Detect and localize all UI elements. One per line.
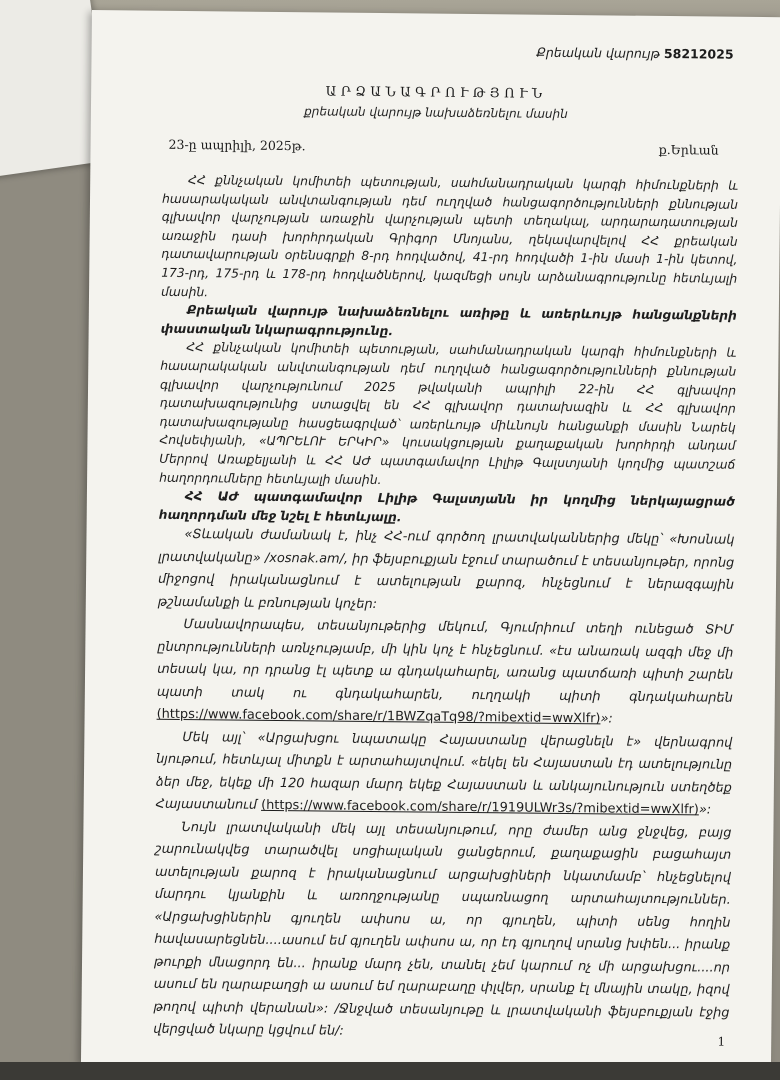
paragraph-heading-report: ՀՀ ԱԺ պատգամավոր Լիլիթ Գալստյանն իր կողմից ներկայացրած հաղորդման մեջ նշել է հետևյալը. [158, 489, 735, 524]
quote-text: Մեկ այլ՝ «Արցախցու նպատակը Հայաստանը վերացնելն է» վերնագրով նյութում, հետևյալ միտքն է արտահայտվում. «եկել են Հայաստան էդ ատելությունը ձեր մեջ, եկեք մի 120 հազար մարդ եկեք Հայաստան և անկայունություն ստեղծեք Հայաստանում [155, 729, 733, 814]
facebook-link-1[interactable]: (https://www.facebook.com/share/r/1BWZqaTq98/?mibextid=wwXlfr) [156, 706, 601, 727]
case-reference [536, 45, 733, 62]
paragraph-quote-second-video [156, 726, 733, 822]
document-page [81, 10, 780, 1071]
document-subtitle: քրեական վարույթ նախաձեռնելու մասին [304, 104, 568, 121]
paragraph-quote-intro: «Տևական ժամանակ է, ինչ ՀՀ-ում գործող լրատվականներից մեկը՝ «Խոսնակ լրատվականը» /xosnak.am/, իր ֆեյսբուքյան էջում տարածում է տեսանյութեր, որոնց միջոցով իրականացնում է ատելության քարոզ, հնչեցնում է ներազգային թշնամանքի և բռնության կոչեր: [157, 527, 735, 612]
document-date: 23-ը ապրիլի, 2025թ. [168, 136, 306, 154]
paragraph-receipt: ՀՀ քննչական կոմիտեի պետության, սահմանադրական կարգի հիմունքների և հասարակական անվտանգության դեմ ուղղված հանցագործությունների քննության գլխավոր վարչությունում 2025 թվականի ապրիլի 22-ին ՀՀ գլխավոր դատախազությունից ստացվել են ՀՀ գլխավոր դատախազին և ՀՀ գլխավոր դատախազությանը հասցեագրված՝ առերևույթ միևնույն հանցանքի մասին Նարեկ Հովսեփյանի, «ԱՊՐԵԼՈՒ ԵՐԿԻՐ» կուսակցության քաղաքական խորհրդի անդամ Մերրով Առաքելյանի և ՀՀ ԱԺ պատգամավոր Լիլիթ Գալստյանի կողմից պատշաճ հաղորդումները հետևյալի մասին. [159, 340, 737, 487]
page-number: 1 [717, 1034, 726, 1049]
quote-text: Մասնավորապես, տեսանյութերից մեկում, Գյումրիում տեղի ունեցած ՏԻՄ ընտրությունների առնչությամբ, մի կին կոչ է հնչեցնում. «էս անառակ ազգի մեջ մի տեսակ կա, որ դրանց էլ պետք ա գնդակահարել, առանց պատճառի պիտի շարեն պատի տակ ու գնդակահարեն, ուղղակի պիտի գնդակահարեն [156, 617, 734, 706]
document-body [153, 171, 738, 1048]
document-title: ԱՐՁԱՆԱԳՐՈՒԹՅՈՒՆ [325, 84, 547, 102]
paragraph-quote-first-video [157, 614, 734, 733]
paragraph-intro: ՀՀ քննչական կոմիտեի պետության, սահմանադրական կարգի հիմունքների և հասարակական անվտանգության դեմ ուղղված հանցագործությունների քննության գլխավոր վարչության առաջին վարչության պետի տեղակալ, արդարադատության առաջին դասի խորհրդական Գրիգոր Մնոյանս, ղեկավարվելով ՀՀ քրեական դատավարության օրենսգրքի 8-րդ հոդվածով, 41-րդ հոդվածի 1-ին մասի 1-ին կետով, 173-րդ, 175-րդ և 178-րդ հոդվածներով, կազմեցի սույն արձանագրությունը հետևյալի մասին. [160, 173, 739, 299]
quote-end: »: [698, 802, 712, 818]
quote-end: »: [600, 711, 613, 727]
facebook-link-2[interactable]: (https://www.facebook.com/share/r/1919ULWr3s/?mibextid=wwXlfr) [261, 798, 699, 818]
paragraph-heading-grounds: Քրեական վարույթ նախաձեռնելու առիթը և առերևույթ հանցանքների փաստական նկարագրությունը. [160, 303, 737, 338]
bottom-edge [0, 1062, 780, 1080]
case-number: 58212025 [663, 45, 734, 62]
document-place: ք.Երևան [658, 141, 719, 158]
case-label: Քրեական վարույթ [536, 44, 661, 61]
paragraph-deleted-video: Նույն լրատվականի մեկ այլ տեսանյութում, որը ժամեր անց ջնջվեց, բայց շարունակվեց տարածվել սոցիալական ցանցերում, քաղաքացին բացահայտ ատելության քարոզ է իրականացնում արցախցիների նկատմամբ՝ հնչեցնելով մարդու կյանքին և առողջությանը սպառնացող արտահայտություններ. «Արցախցիներին գյուղեն ափսոս ա, որ գյուղեն, պիտի սենց հողին հավասարեցնեն....ասում եմ գյուղեն ափսոս ա, որ էդ գյուղով սրանց խփեն... իրանք թուրքի մնացորդ են... իրանք մարդ չեն, տանել չեմ կարում ոչ մի արցախցու....որ ասում են ղարաբաղցի ա ասում եմ ղարաբաղը փլվեր, սրանք էլ մնային տակը, իզով թողով պիտի վերանան»: /Ջնջված տեսանյութը և լրատվականի ֆեյսբուքյան էջից վերցված նկարը կցվում են/: [153, 819, 732, 1039]
